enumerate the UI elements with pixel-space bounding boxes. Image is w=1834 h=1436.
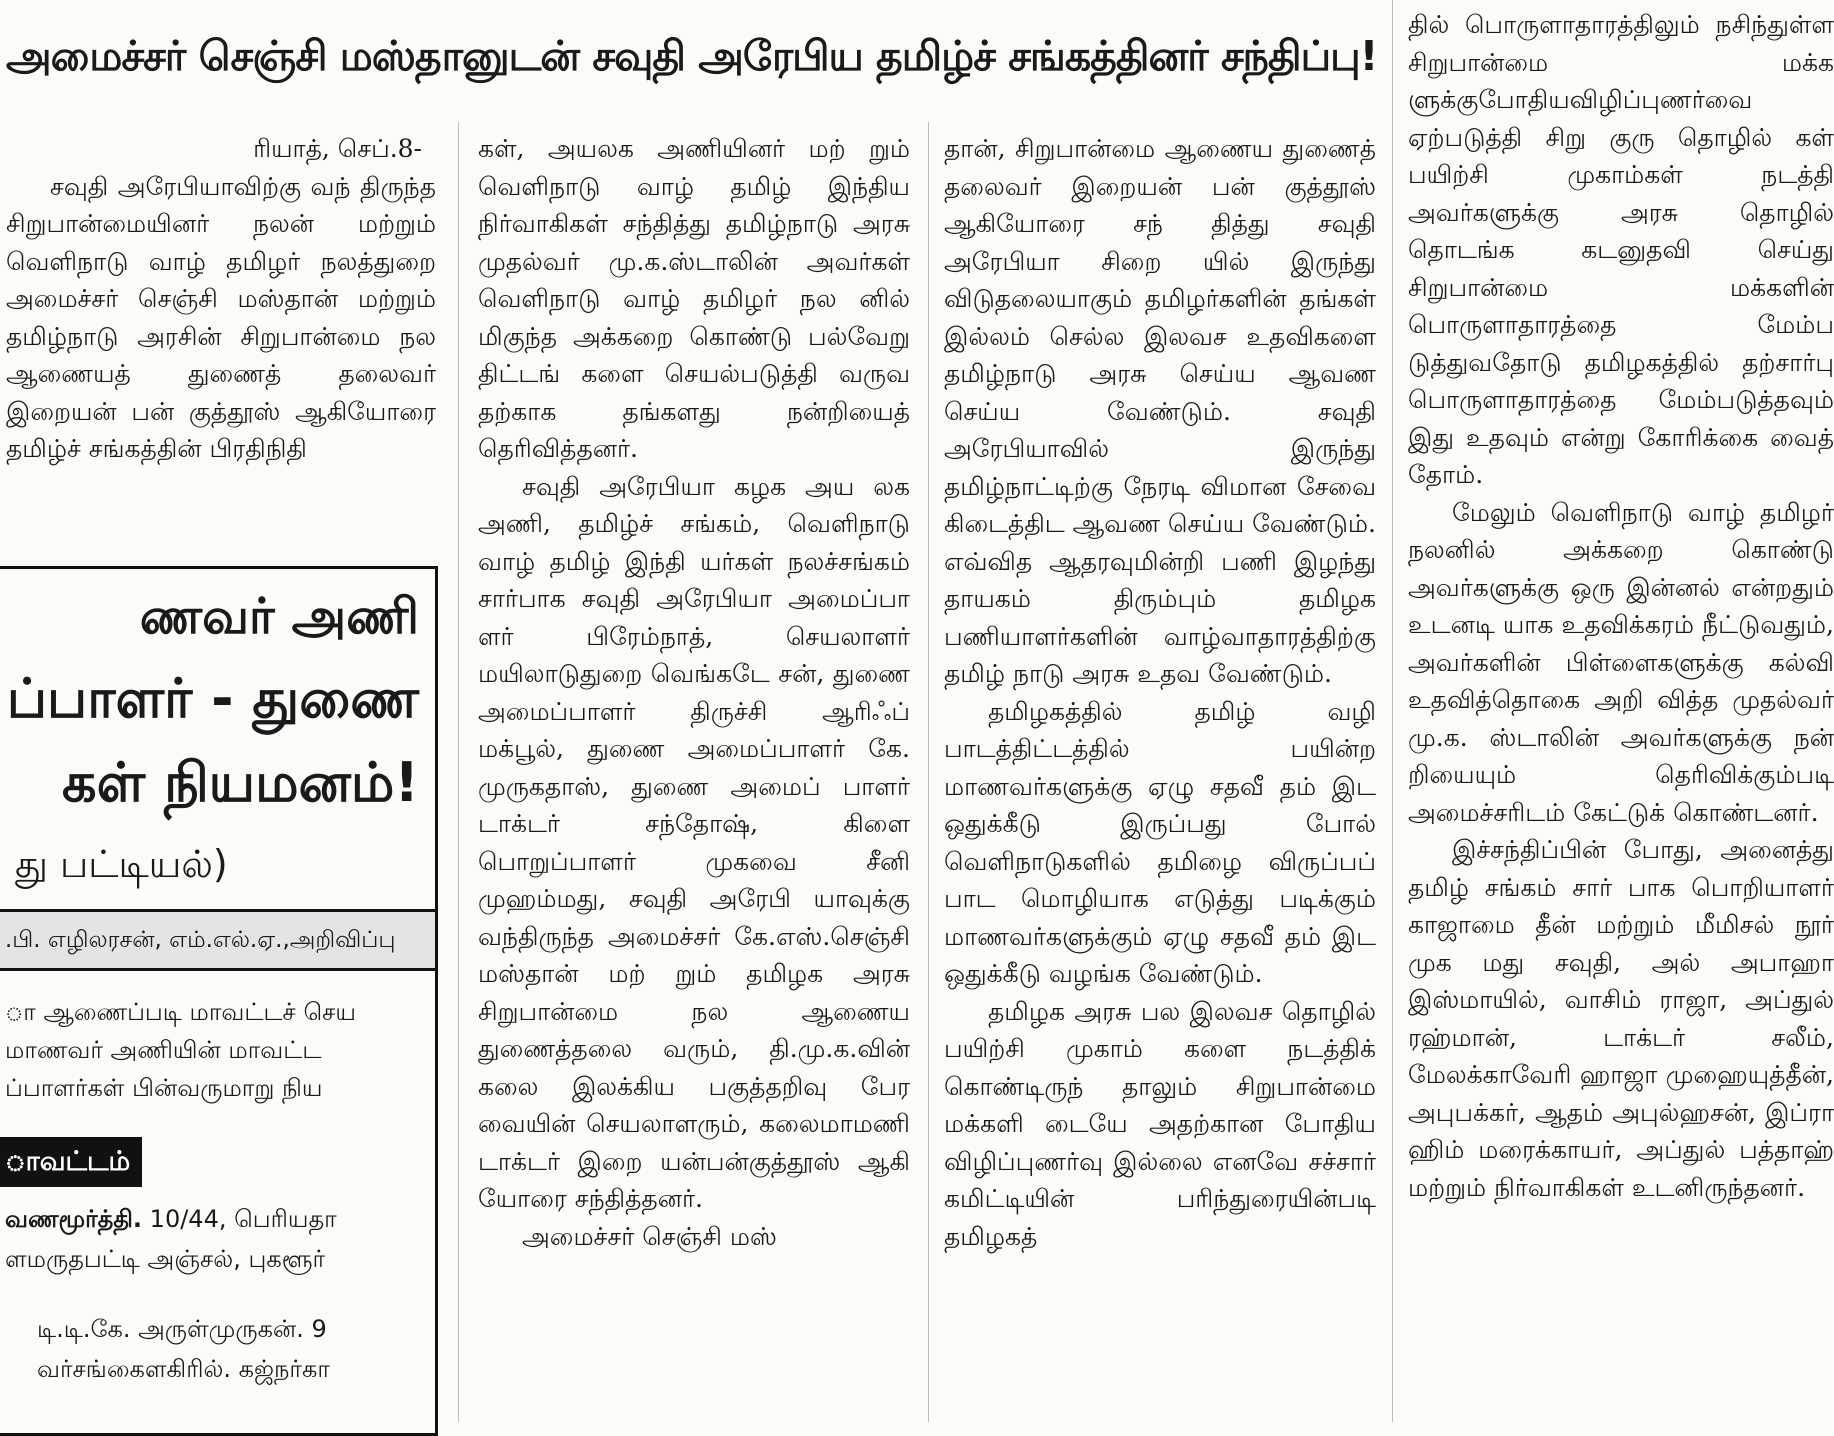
paragraph: மேலும் வெளிநாடு வாழ் தமிழர் நலனில் அக்கறை கொண்டு அவர்களுக்கு ஒரு இன்னல் என்றதும் உடனடி யாக உதவிக்கரம் நீட்டுவதும், அவர்களின் பிள்ளைகளுக்கு கல்வி உதவித்தொகை அறி வித்த முதல்வர் மு.க. ஸ்டாலின் அவர்களுக்கு நன் றியையும் தெரிவிக்கும்படி அமைச்சரிடம் கேட்டுக் கொண்டனர். xyxy=(1408,497,1834,827)
notice-body xyxy=(0,971,435,1107)
notice-body-line: மாணவர் அணியின் மாவட்ட xyxy=(5,1036,322,1064)
article-column-4 xyxy=(1408,6,1834,1422)
headline: அமைச்சர் செஞ்சி மஸ்தானுடன் சவுதி அரேபிய தமிழ்ச் சங்கத்தினர் சந்திப்பு! xyxy=(6,32,1378,80)
paragraph: தில் பொருளாதாரத்திலும் நசிந்துள்ள சிறுபான்மை மக்க ளுக்குபோதியவிழிப்புணர்வை ஏற்படுத்தி சிறு குரு தொழில் கள் பயிற்சி முகாம்கள் நடத்தி அவர்களுக்கு அரசு தொழில் தொடங்க கடனுதவி செய்து சிறுபான்மை மக்களின் பொருளாதாரத்தை மேம்ப டுத்துவதோடு தமிழகத்தில் தற்சார்பு பொருளாதாரத்தை மேம்படுத்தவும் இது உதவும் என்று கோரிக்கை வைத் தோம். xyxy=(1408,10,1834,489)
appointee-entry: டி.டி.கே. அருள்முருகன். 9 xyxy=(37,1315,327,1343)
notice-credit-bar: .பி. எழிலரசன், எம்.எல்.ஏ.,அறிவிப்பு xyxy=(0,909,435,971)
paragraph: தமிழக அரசு பல இலவச தொழில் பயிற்சி முகாம் களை நடத்திக் கொண்டிருந் தாலும் சிறுபான்மை மக்களி டையே அதற்கான போதிய விழிப்புணர்வு இல்லை எனவே சச்சார் கமிட்டியின் பரிந்துரையின்படி தமிழகத் xyxy=(944,996,1376,1251)
column-rule xyxy=(458,122,459,1422)
appointee-address-line: ளமருதபட்டி அஞ்சல், புகளூர் xyxy=(5,1245,326,1273)
notice-title-line: ணவர் அணி xyxy=(139,588,419,645)
paragraph: தான், சிறுபான்மை ஆணைய துணைத் தலைவர் இறையன் பன் குத்தூஸ் ஆகியோரை சந் தித்து சவுதி அரேபியா சிறை யில் இருந்து விடுதலையாகும் தமிழர்களின் தங்கள் இல்லம் செல்ல இலவச உதவிகளை தமிழ்நாடு அரசு செய்ய ஆவண செய்ய வேண்டும். சவுதி அரேபியாவில் இருந்து தமிழ்நாட்டிற்கு நேரடி விமான சேவை கிடைத்திட ஆவண செய்ய வேண்டும். எவ்வித ஆதரவுமின்றி பணி இழந்து தாயகம் திரும்பும் தமிழக பணியாளர்களின் வாழ்வாதாரத்திற்கு தமிழ் நாடு அரசு உதவ வேண்டும். xyxy=(944,134,1376,688)
column-rule xyxy=(1392,0,1393,1422)
article-column-3 xyxy=(944,130,1376,1422)
paragraph: தமிழகத்தில் தமிழ் வழி பாடத்திட்டத்தில் பயின்ற மாணவர்களுக்கு ஏழு சதவீ தம் இட ஒதுக்கீடு இருப்பது போல் வெளிநாடுகளில் தமிழை விருப்பப் பாட மொழியாக எடுத்து படிக்கும் மாணவர்களுக்கும் ஏழு சதவீ தம் இட ஒதுக்கீடு வழங்க வேண்டும். xyxy=(944,696,1376,988)
article-column-1 xyxy=(6,130,436,570)
notice-box xyxy=(0,566,438,1436)
paragraph: சவுதி அரேபியா கழக அய லக அணி, தமிழ்ச் சங்கம், வெளிநாடு வாழ் தமிழ் இந்தி யர்கள் நலச்சங்கம் சார்பாக சவுதி அரேபியா அமைப்பா ளர் பிரேம்நாத், செயலாளர் மயிலாடுதுறை வெங்கடே சன், துணை அமைப்பாளர் திருச்சி ஆரிஃப் மக்பூல், துணை அமைப்பாளர் கே. முருகதாஸ், துணை அமைப் பாளர் டாக்டர் சந்தோஷ், கிளை பொறுப்பாளர் முகவை சீனி முஹம்மது, சவுதி அரேபி யாவுக்கு வந்திருந்த அமைச்சர் கே.எஸ்.செஞ்சி மஸ்தான் மற் றும் தமிழக அரசு சிறுபான்மை நல ஆணைய துணைத்தலை வரும், தி.மு.க.வின் கலை இலக்கிய பகுத்தறிவு பேர வையின் செயலாளரும், கலைமாமணி டாக்டர் இறை யன்பன்குத்தூஸ் ஆகி யோரை சந்தித்தனர். xyxy=(478,471,910,1213)
paragraph: இச்சந்திப்பின் போது, அனைத்து தமிழ் சங்கம் சார் பாக பொறியாளர் காஜாமை தீன் மற்றும் மீமிசல் நூர் முக மது சவுதி, அல் அபாஹா இஸ்மாயில், வாசிம் ராஜா, அப்துல் ரஹ்மான், டாக்டர் சலீம், மேலக்காவேரி ஹாஜா முஹையுத்தீன், அபுபக்கர், ஆதம் அபுல்ஹசன், இப்ரா ஹிம் மரைக்காயர், அப்துல் பத்தாஹ் மற்றும் நிர்வாகிகள் உடனிருந்தனர். xyxy=(1408,835,1834,1202)
notice-title-line: கள் நியமனம்! xyxy=(62,751,419,814)
notice-body-line: ப்பாளர்கள் பின்வருமாறு நிய xyxy=(5,1074,323,1102)
notice-body-line: ா ஆணைப்படி மாவட்டச் செய xyxy=(5,998,357,1026)
appointee-address: 10/44, பெரியதா xyxy=(142,1205,337,1233)
article-column-2 xyxy=(478,130,910,1422)
appointee-name: வணமூர்த்தி. xyxy=(5,1205,143,1233)
notice-title-line: ப்பாளர் - துணை xyxy=(6,667,419,730)
notice-subtitle: து பட்டியல்) xyxy=(15,842,228,886)
paragraph: சவுதி அரேபியாவிற்கு வந் திருந்த சிறுபான்மையினர் நலன் மற்றும் வெளிநாடு வாழ் தமிழர் நலத்துறை அமைச்சர் செஞ்சி மஸ்தான் மற்றும் தமிழ்நாடு அரசின் சிறுபான்மை நல ஆணையத் துணைத் தலைவர் இறையன் பன் குத்தூஸ் ஆகியோரை தமிழ்ச் சங்கத்தின் பிரதிநிதி xyxy=(6,171,436,463)
dateline: ரியாத், செப்.8- xyxy=(253,134,422,163)
paragraph: அமைச்சர் செஞ்சி மஸ் xyxy=(522,1221,777,1251)
paragraph: கள், அயலக அணியினர் மற் றும் வெளிநாடு வாழ் தமிழ் இந்திய நிர்வாகிகள் சந்தித்து தமிழ்நாடு அரசு முதல்வர் மு.க.ஸ்டாலின் அவர்கள் வெளிநாடு வாழ் தமிழர் நல னில் மிகுந்த அக்கறை கொண்டு பல்வேறு திட்டங் களை செயல்படுத்தி வருவ தற்காக தங்களது நன்றியைத் தெரிவித்தனர். xyxy=(478,134,910,463)
appointee-entry xyxy=(0,1199,435,1239)
appointee-address-line: வர்சங்கைளகிரில். கஜ்நர்கா xyxy=(37,1355,330,1383)
column-rule xyxy=(928,122,929,1422)
district-heading: ாவட்டம் xyxy=(0,1137,142,1187)
